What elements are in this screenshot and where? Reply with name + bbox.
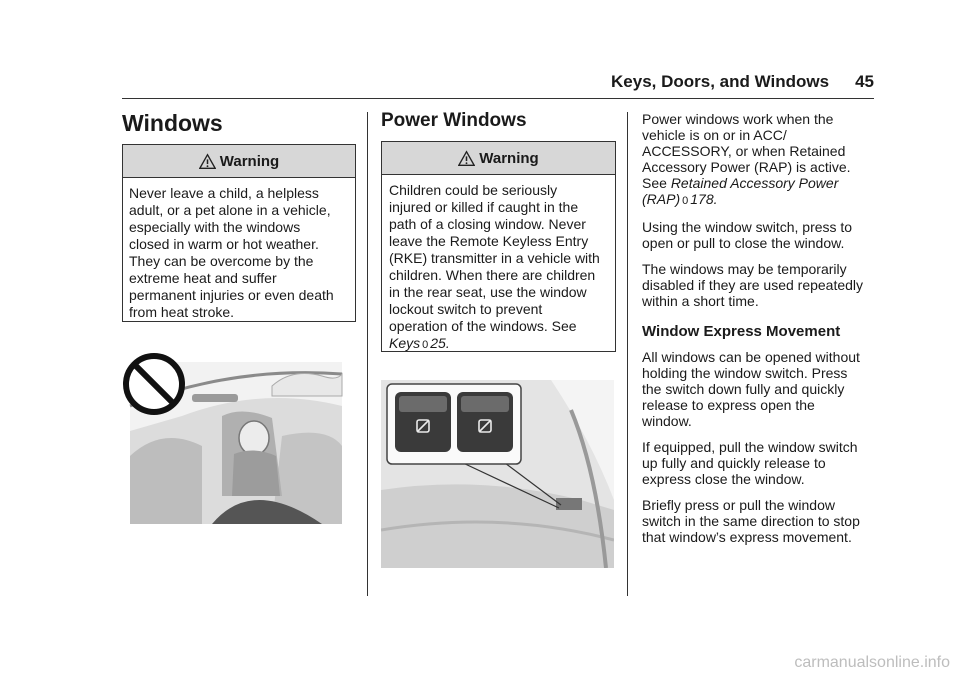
- text-line: ACCESSORY, or when Retained: [642, 143, 846, 159]
- warning-box-child: [122, 144, 356, 322]
- text-line: window.: [642, 413, 692, 429]
- warning-line: (RKE) transmitter in a vehicle with: [389, 250, 600, 266]
- text-line: disabled if they are used repeatedly: [642, 277, 864, 293]
- warning-triangle-icon: [458, 150, 475, 167]
- column-divider-1: [367, 112, 368, 596]
- warning-line: in the rear seat, use the window: [389, 284, 587, 300]
- warning-title: Warning: [479, 149, 539, 167]
- text-line: open or pull to close the window.: [642, 235, 845, 251]
- text-line: Power windows work when the: [642, 111, 834, 127]
- warning-line: permanent injuries or even death: [129, 287, 334, 303]
- text-line: the switch down fully and quickly: [642, 381, 845, 397]
- page-number: 45: [855, 72, 874, 91]
- warning-text: [382, 175, 615, 354]
- right-column-text: [642, 111, 877, 555]
- warning-line: closed in warm or hot weather.: [129, 236, 319, 252]
- warning-line: especially with the windows: [129, 219, 301, 235]
- warning-title: Warning: [219, 152, 280, 170]
- prohibition-icon: [126, 356, 182, 412]
- warning-box-power-windows: [381, 141, 616, 352]
- express-movement-heading: Window Express Movement: [642, 323, 841, 340]
- reference-link[interactable]: Keys: [389, 335, 421, 351]
- page-ref-symbol: 0: [682, 195, 689, 207]
- warning-line: adult, or a pet alone in a vehicle,: [129, 202, 331, 218]
- site-watermark: carmanualsonline.info: [794, 654, 950, 671]
- warning-header: [123, 145, 355, 178]
- page-header: [611, 72, 874, 92]
- text-line: The windows may be temporarily: [642, 261, 847, 277]
- text-line: All windows can be opened without: [642, 349, 860, 365]
- warning-line: lockout switch to prevent: [389, 301, 543, 317]
- text-line: express close the window.: [642, 471, 805, 487]
- window-switch-illustration: [381, 380, 614, 568]
- text-line: If equipped, pull the window switch: [642, 439, 858, 455]
- warning-line: children. When there are children: [389, 267, 596, 283]
- rap-reference-link-cont[interactable]: (RAP): [642, 191, 681, 207]
- warning-line: extreme heat and suffer: [129, 270, 277, 286]
- reference-page: 25.: [430, 335, 450, 351]
- header-rule: [122, 98, 874, 99]
- paragraph-rap: [642, 111, 877, 209]
- paragraph-disabled: [642, 261, 877, 309]
- text-line: within a short time.: [642, 293, 759, 309]
- warning-text: [123, 178, 355, 321]
- text-line: Accessory Power (RAP) is active.: [642, 159, 851, 175]
- warning-reference[interactable]: [389, 335, 615, 354]
- page-ref-symbol: 0: [422, 339, 429, 351]
- power-windows-heading: Power Windows: [381, 110, 527, 131]
- rap-reference-link[interactable]: Retained Accessory Power: [670, 175, 839, 191]
- text-line: release to express open the: [642, 397, 815, 413]
- text-line: that window’s express movement.: [642, 529, 852, 545]
- warning-line: injured or killed if caught in the: [389, 199, 579, 215]
- warning-line: operation of the windows. See: [389, 318, 577, 334]
- paragraph-express-stop: [642, 497, 877, 545]
- text-line: Using the window switch, press to: [642, 219, 853, 235]
- warning-triangle-icon: [199, 153, 216, 170]
- section-title: Keys, Doors, and Windows: [611, 72, 830, 91]
- warning-line: path of a closing window. Never: [389, 216, 586, 232]
- warning-header: [382, 142, 615, 175]
- child-in-car-illustration: [122, 346, 344, 526]
- text-line: up fully and quickly release to: [642, 455, 826, 471]
- warning-line: They can be overcome by the: [129, 253, 314, 269]
- column-divider-2: [627, 112, 628, 596]
- text-line: switch in the same direction to stop: [642, 513, 860, 529]
- paragraph-switch: [642, 219, 877, 251]
- see-label: See: [642, 175, 667, 191]
- reference-page: 178.: [690, 191, 718, 207]
- warning-line: from heat stroke.: [129, 304, 235, 320]
- warning-line: Children could be seriously: [389, 182, 558, 198]
- paragraph-express-close: [642, 439, 877, 487]
- text-line: Briefly press or pull the window: [642, 497, 835, 513]
- warning-line: leave the Remote Keyless Entry: [389, 233, 589, 249]
- windows-heading: Windows: [122, 110, 223, 136]
- warning-line: Never leave a child, a helpless: [129, 185, 319, 201]
- text-line: vehicle is on or in ACC/: [642, 127, 787, 143]
- text-line: holding the window switch. Press: [642, 365, 848, 381]
- paragraph-express-open: [642, 349, 877, 429]
